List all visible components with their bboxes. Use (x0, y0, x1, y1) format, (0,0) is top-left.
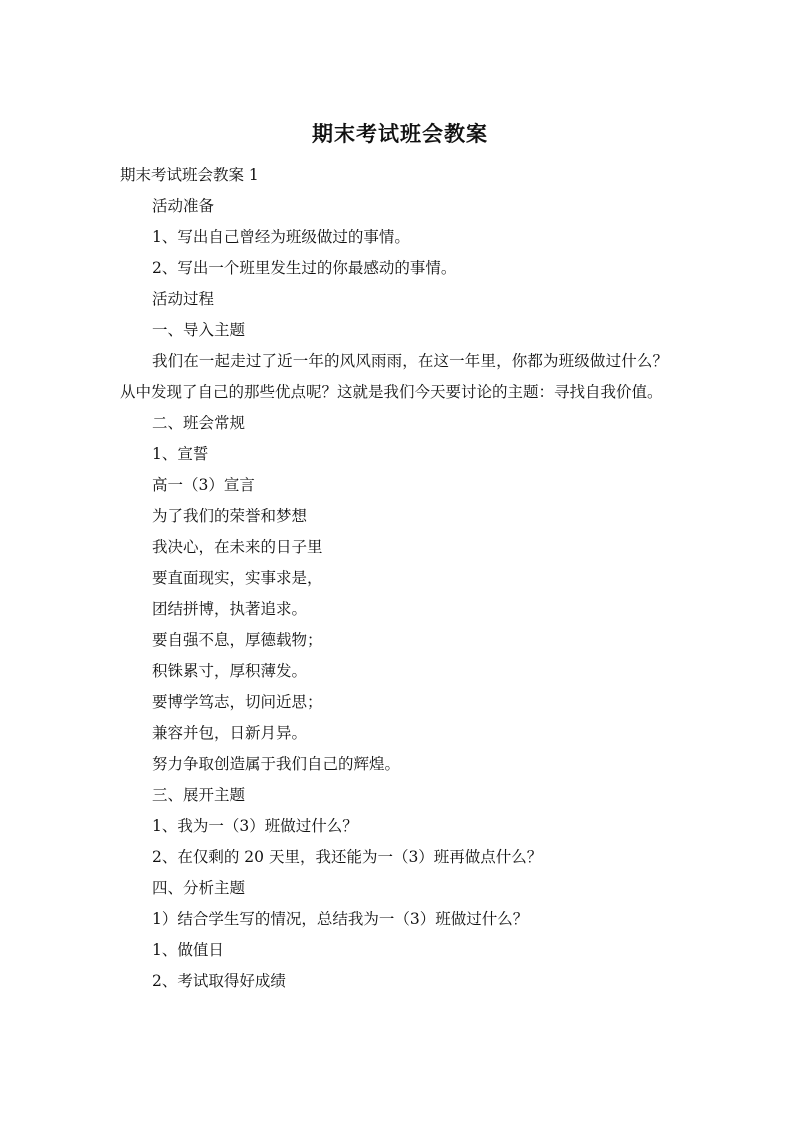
text-line: 要直面现实，实事求是， (152, 569, 323, 587)
text-line: 活动过程 (152, 290, 215, 308)
text-line: 我决心，在未来的日子里 (152, 538, 323, 556)
text-line: 活动准备 (152, 197, 215, 215)
document-body (120, 160, 680, 997)
text-line: 为了我们的荣誉和梦想 (152, 507, 308, 525)
text-line: 1）结合学生写的情况，总结我为一（3）班做过什么？ (152, 910, 529, 928)
section-heading: 期末考试班会教案 1 (120, 166, 259, 184)
text-line: 2、考试取得好成绩 (152, 972, 286, 990)
text-line: 1、做值日 (152, 941, 224, 959)
text-line: 四、分析主题 (152, 879, 246, 897)
text-line: 1、写出自己曾经为班级做过的事情。 (152, 228, 410, 246)
text-line: 二、班会常规 (152, 414, 246, 432)
text-line: 1、我为一（3）班做过什么？ (152, 817, 358, 835)
text-line: 2、在仅剩的 20 天里，我还能为一（3）班再做点什么？ (152, 848, 543, 866)
paragraph: 我们在一起走过了近一年的风风雨雨，在这一年里，你都为班级做过什么？从中发现了自己的那些优点呢？这就是我们今天要讨论的主题：寻找自我价值。 (120, 352, 668, 401)
text-line: 1、宣誓 (152, 445, 209, 463)
text-line: 一、导入主题 (152, 321, 246, 339)
text-line: 努力争取创造属于我们自己的辉煌。 (152, 755, 401, 773)
text-line: 团结拼博，执著追求。 (152, 600, 308, 618)
text-line: 2、写出一个班里发生过的你最感动的事情。 (152, 259, 457, 277)
document-title: 期末考试班会教案 (312, 122, 488, 146)
text-line: 三、展开主题 (152, 786, 246, 804)
text-line: 高一（3）宣言 (152, 476, 255, 494)
text-line: 兼容并包，日新月异。 (152, 724, 308, 742)
text-line: 要自强不息，厚德载物； (152, 631, 323, 649)
text-line: 要博学笃志，切问近思； (152, 693, 323, 711)
text-line: 积铢累寸，厚积薄发。 (152, 662, 308, 680)
